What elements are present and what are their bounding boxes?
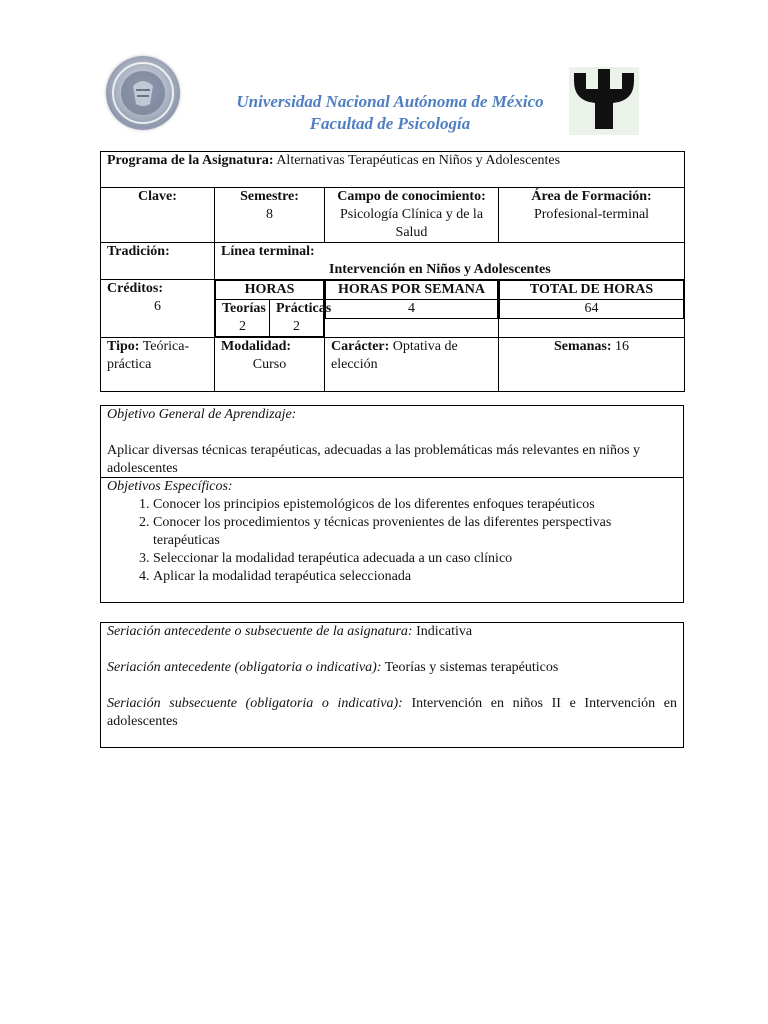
linea-label: Línea terminal: [221,244,315,259]
faculty-name: Facultad de Psicología [309,114,471,133]
program-value: Alternativas Terapéuticas en Niños y Adolescentes [276,153,561,168]
course-info-table [100,151,685,392]
seriacion-general-value: Indicativa [416,624,473,639]
horas-label: HORAS [216,281,324,300]
objetivos-especificos-box [100,478,684,603]
program-label: Programa de la Asignatura: [107,153,274,168]
tradicion-label: Tradición: [107,244,170,259]
horas-cell [215,280,332,338]
caracter-value: Optativa de elección [331,339,458,372]
seriacion-general [107,623,677,641]
objetivo-general-label: Objetivo General de Aprendizaje: [107,407,297,422]
tipo-value: Teórica-práctica [107,339,190,372]
tradicion-cell [101,243,215,280]
seriacion-subsecuente-label: Seriación subsecuente (obligatoria o indicativa): [107,696,403,711]
teorias-cell [216,300,270,337]
list-item: 2. Conocer los procedimientos y técnicas provenientes de las diferentes perspectivas terapéuticas [153,514,677,550]
area-label: Área de Formación: [531,189,652,204]
seriacion-subsecuente-value: Intervención en niños II e Intervención en adolescentes [107,696,678,729]
clave-label: Clave: [138,189,177,204]
practicas-label: Prácticas [276,301,332,316]
campo-cell [325,188,499,243]
modalidad-value: Curso [252,357,287,372]
linea-cell [215,243,685,280]
seriacion-subsecuente [107,695,677,731]
seriacion-antecedente-label: Seriación antecedente (obligatoria o indicativa): [107,660,382,675]
seriacion-antecedente [107,659,677,677]
semanas-cell [499,338,685,392]
program-row [101,152,685,188]
area-value: Profesional-terminal [533,207,650,222]
horas-semana-label: HORAS POR SEMANA [326,281,498,300]
teorias-value: 2 [239,319,246,334]
objetivos-list [107,496,677,586]
modalidad-cell [215,338,325,392]
semestre-value: 8 [266,207,273,222]
horas-breakdown [215,280,332,337]
university-name: Universidad Nacional Autónoma de México [236,92,544,111]
seriacion-general-label: Seriación antecedente o subsecuente de la asignatura: [107,624,413,639]
semestre-cell [215,188,325,243]
total-horas-cell [499,280,685,338]
caracter-label: Carácter: [331,339,390,354]
semanas-value: 16 [615,339,630,354]
list-item: 1. Conocer los principios epistemológicos de los diferentes enfoques terapéuticos [153,496,677,514]
horas-semana-value: 4 [326,300,498,319]
clave-cell [101,188,215,243]
objetivos-especificos-label: Objetivos Específicos: [107,479,233,494]
list-item: 3. Seleccionar la modalidad terapéutica adecuada a un caso clínico [153,550,677,568]
total-horas-label: TOTAL DE HORAS [500,281,684,300]
objetivo-general-box [100,405,684,478]
objetivo-general-text: Aplicar diversas técnicas terapéuticas, adecuadas a las problemáticas más relevantes en niños y adolescentes [107,443,640,476]
list-item: 4. Aplicar la modalidad terapéutica seleccionada [153,568,677,586]
caracter-cell [325,338,499,392]
modalidad-label: Modalidad: [221,339,292,354]
semestre-label: Semestre: [240,189,299,204]
horas-semana-cell [325,280,499,338]
tipo-cell [101,338,215,392]
creditos-cell [101,280,215,338]
creditos-label: Créditos: [107,281,163,296]
semanas-label: Semanas: [553,339,612,354]
tipo-label: Tipo: [107,339,140,354]
total-horas-value: 64 [500,300,684,319]
area-cell [499,188,685,243]
seriacion-antecedente-value: Teorías y sistemas terapéuticos [384,660,559,675]
campo-value: Psicología Clínica y de la Salud [339,207,484,240]
unam-seal-logo [106,56,180,130]
total-horas-table [499,280,684,319]
practicas-cell [270,300,332,337]
practicas-value: 2 [293,319,300,334]
teorias-label: Teorías [222,301,266,316]
seriacion-box [100,622,684,748]
campo-label: Campo de conocimiento: [337,189,486,204]
linea-value: Intervención en Niños y Adolescentes [329,262,551,277]
creditos-value: 6 [154,299,161,314]
horas-semana-table [325,280,498,319]
